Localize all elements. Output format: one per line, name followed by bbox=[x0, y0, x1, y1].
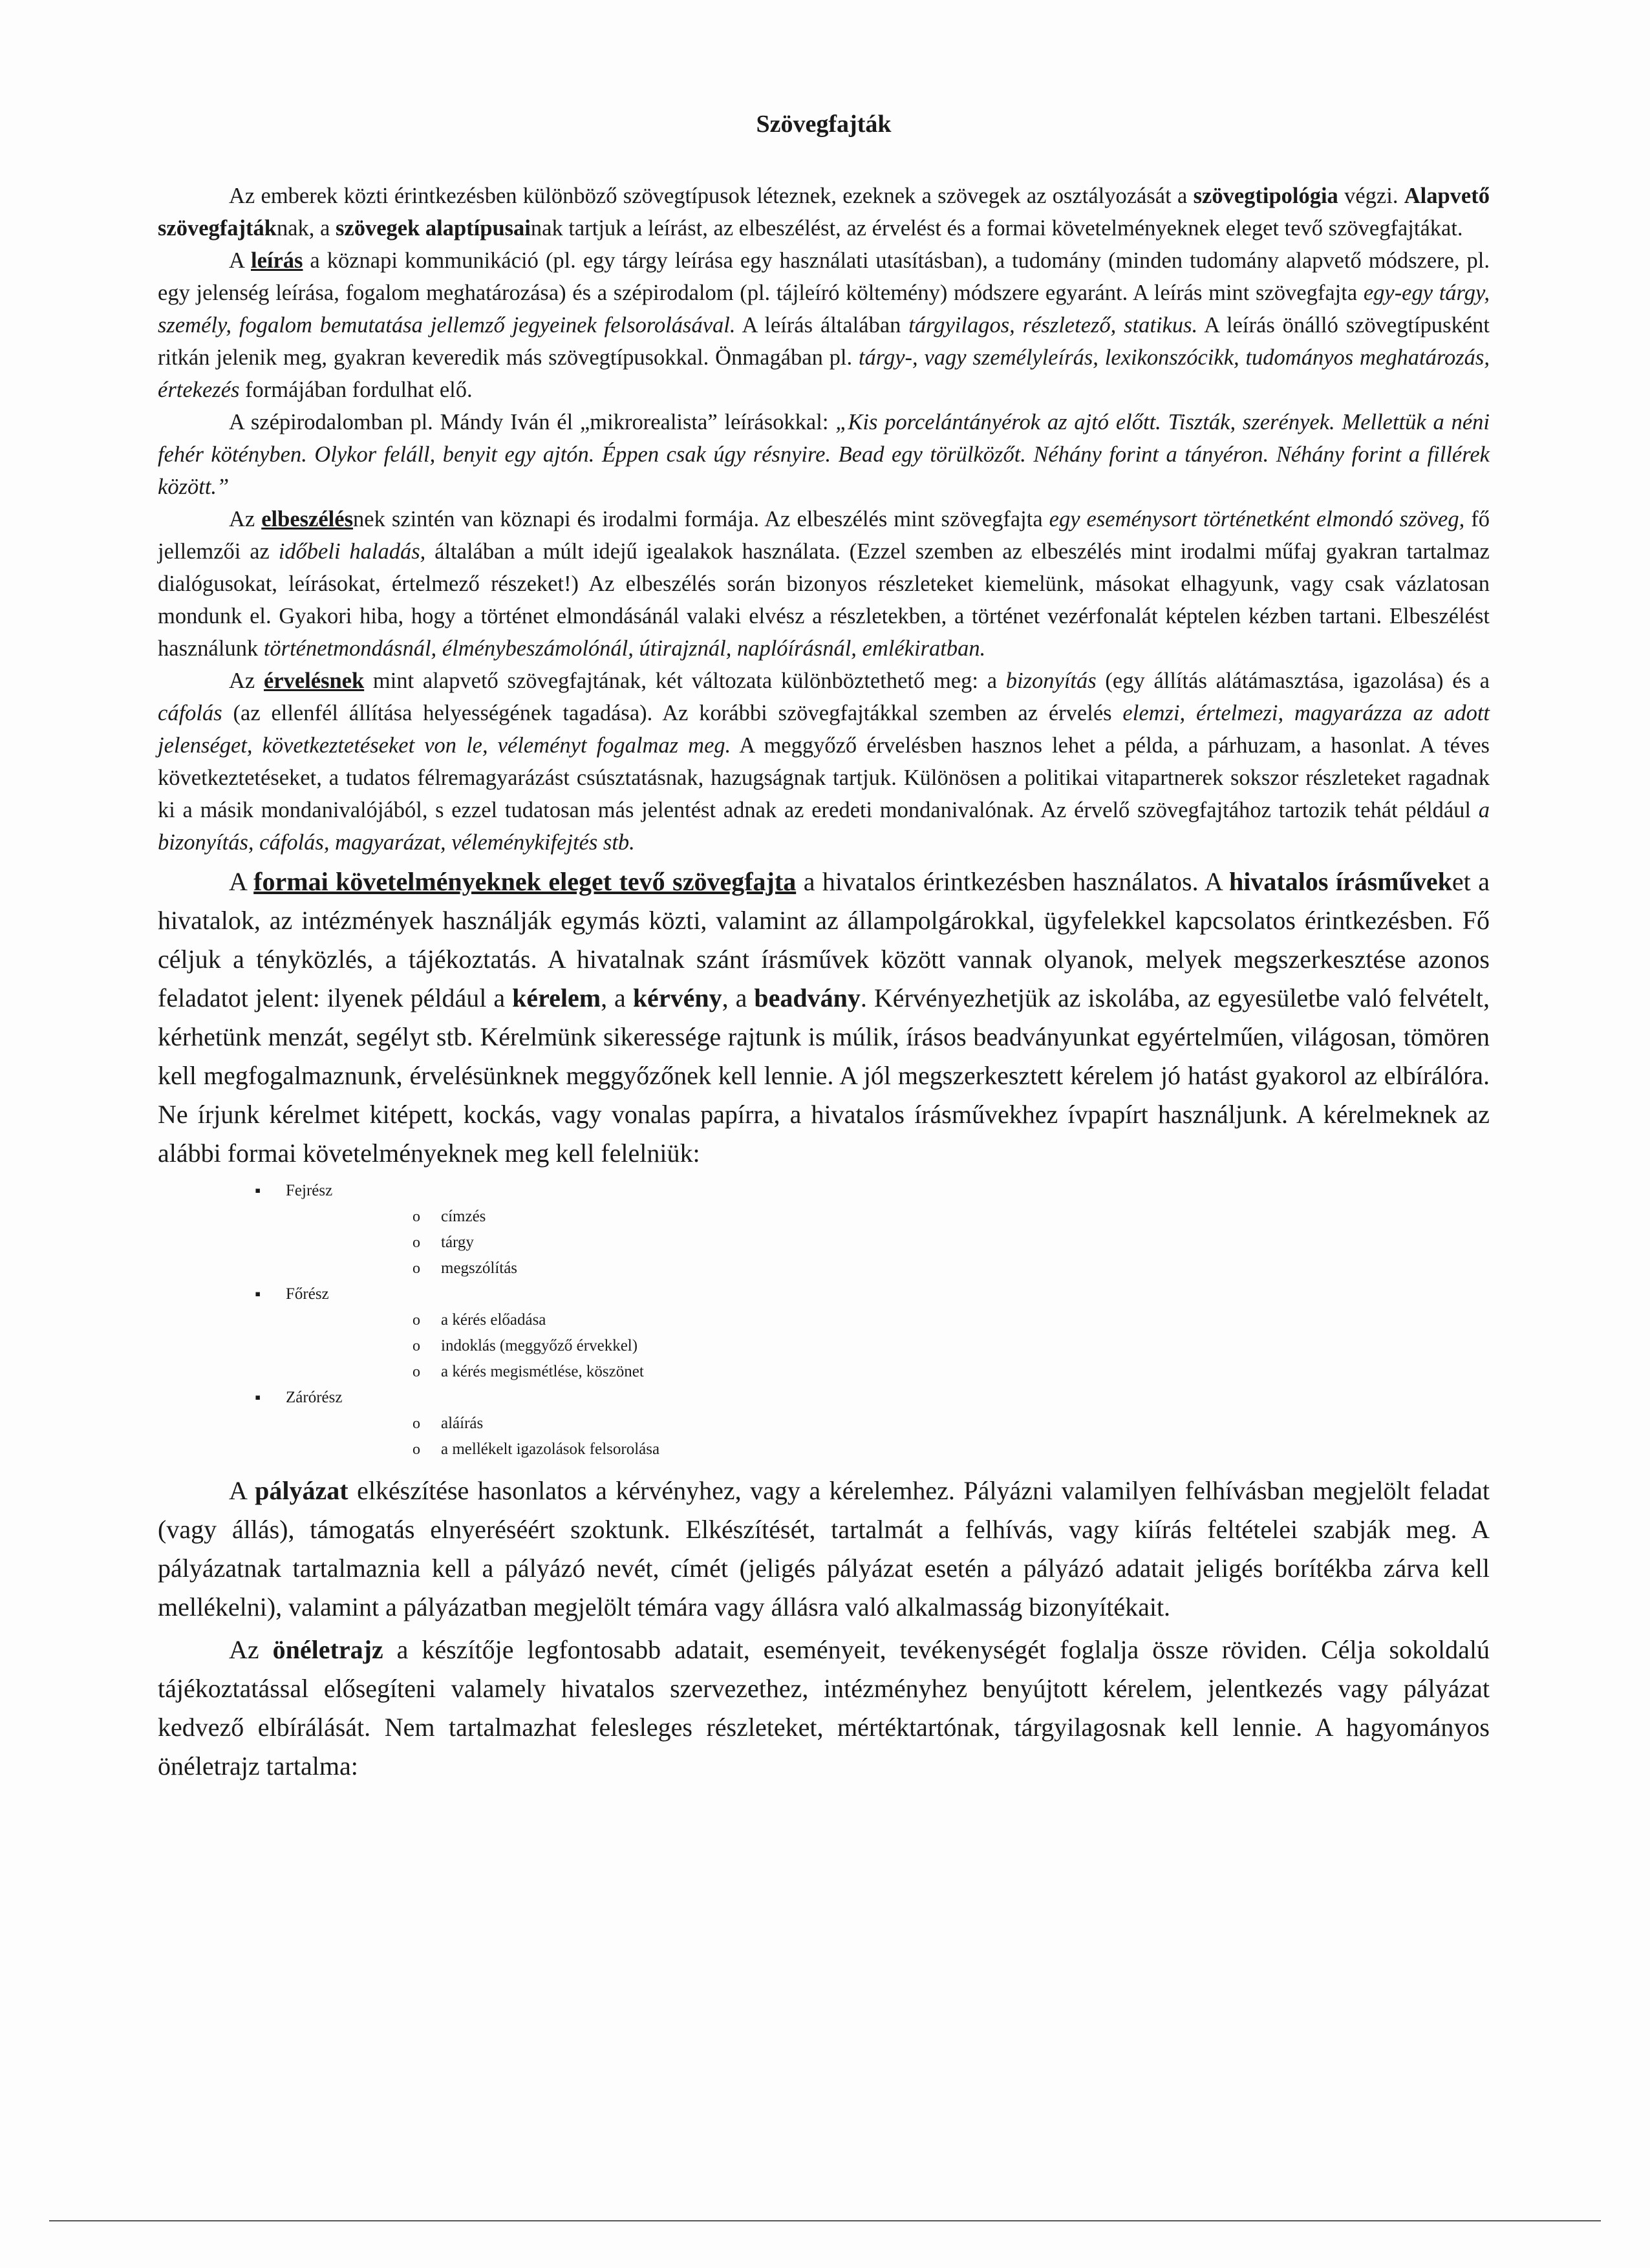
sublist bbox=[286, 1411, 1490, 1462]
document-title: Szövegfajták bbox=[756, 111, 892, 138]
request-structure-list bbox=[158, 1178, 1490, 1462]
list-subitem: o címzés bbox=[286, 1204, 1490, 1230]
list-subitem: o a kérés előadása bbox=[286, 1307, 1490, 1333]
list-subitem: o a mellékelt igazolások felsorolása bbox=[286, 1437, 1490, 1462]
list-section-label: Főrész bbox=[286, 1285, 329, 1303]
intro-paragraph: Az emberek közti érintkezésben különböző szövegtípusok léteznek, ezeknek a szövegek az osztályozását a szövegtipológia végzi. Alapvető szövegfajtáknak, a szövegek alaptípusainak tartjuk a leírást, az elbeszélést, az érvelést és a formai követelményeknek eleget tevő szövegfajtákat. bbox=[158, 184, 1490, 241]
list-subitem: o megszólítás bbox=[286, 1256, 1490, 1281]
document-body bbox=[158, 110, 1490, 1786]
list-item bbox=[158, 1281, 1490, 1385]
list-item bbox=[158, 1178, 1490, 1281]
list-subitem: o indoklás (meggyőző érvekkel) bbox=[286, 1333, 1490, 1359]
list-subitem: o a kérés megismétlése, köszönet bbox=[286, 1359, 1490, 1385]
sublist bbox=[286, 1204, 1490, 1281]
elbeszeles-paragraph: Az elbeszélésnek szintén van köznapi és irodalmi formája. Az elbeszélés mint szövegfajta egy eseménysort történetként elmondó szöveg, fő jellemzői az időbeli haladás, általában a múlt idejű igealakok használata. (Ezzel szemben az elbeszélés mint irodalmi műfaj gyakran tartalmaz dialógusokat, leírásokat, értelmező részeket!) Az elbeszélés során bizonyos részleteket kiemelünk, másokat elhagyunk, vagy csak vázlatosan mondunk el. Gyakori hiba, hogy a történet elmondásánál valaki elvész a részletekben, a történet vezérfonalát képtelen kézben tartani. Elbeszélést használunk történetmondásnál, élménybeszámolónál, útirajznál, naplóírásnál, emlékiratban. bbox=[158, 507, 1490, 661]
list-section-label: Zárórész bbox=[286, 1389, 343, 1406]
leiras-paragraph: A leírás a köznapi kommunikáció (pl. egy tárgy leírása egy használati utasításban), a tudomány (minden tudomány alapvető módszere, pl. egy jelenség leírása, fogalom meghatározása) és a szépirodalom (pl. tájleíró költemény) módszere egyaránt. A leírás mint szövegfajta egy-egy tárgy, személy, fogalom bemutatása jellemző jegyeinek felsorolásával. A leírás általában tárgyilagos, részletező, statikus. A leírás önálló szövegtípusként ritkán jelenik meg, gyakran keveredik más szövegtípusokkal. Önmagában pl. tárgy-, vagy személyleírás, lexikonszócikk, tudományos meghatározás, értekezés formájában fordulhat elő. bbox=[158, 248, 1490, 402]
palyazat-paragraph: A pályázat elkészítése hasonlatos a kérvényhez, vagy a kérelemhez. Pályázni valamilyen felhívásban megjelölt feladat (vagy állás), támogatás elnyeréséért szoktunk. Elkészítését, tartalmát a felhívás, vagy kiírás feltételei szabják meg. A pályázatnak tartalmaznia kell a pályázó nevét, címét (jeligés pályázat esetén a pályázó adatait jeligés borítékba zárva kell mellékelni), valamint a pályázatban megjelölt témára vagy állásra való alkalmasság bizonyítékait. bbox=[158, 1476, 1490, 1621]
erveles-paragraph: Az érvelésnek mint alapvető szövegfajtának, két változata különböztethető meg: a bizonyítás (egy állítás alátámasztása, igazolása) és a cáfolás (az ellenfél állítása helyességének tagadása). Az korábbi szövegfajtákkal szemben az érvelés elemzi, értelmezi, magyarázza az adott jelenséget, következtetéseket von le, véleményt fogalmaz meg. A meggyőző érvelésben hasznos lehet a példa, a párhuzam, a hasonlat. A téves következtetéseket, a tudatos félremagyarázást csúsztatásnak, hazugságnak tartjuk. Különösen a politikai vitapartnerek sokszor részleteket ragadnak ki a másik mondanivalójából, s ezzel tudatosan más jelentést adnak az eredeti mondanivalónak. Az érvelő szövegfajtához tartozik tehát például a bizonyítás, cáfolás, magyarázat, véleménykifejtés stb. bbox=[158, 669, 1490, 855]
sublist bbox=[286, 1307, 1490, 1385]
mandy-quote-paragraph: A szépirodalomban pl. Mándy Iván él „mikrorealista” leírásokkal: „Kis porcelántányérok az ajtó előtt. Tiszták, szerények. Mellettük a néni fehér kötényben. Olykor feláll, benyit egy ajtón. Éppen csak úgy résnyire. Bead egy törülközőt. Néhány forint a tányéron. Néhány forint a fillérek között.” bbox=[158, 410, 1490, 499]
list-subitem: o aláírás bbox=[286, 1411, 1490, 1437]
list-subitem: o tárgy bbox=[286, 1230, 1490, 1256]
oneletrajz-paragraph: Az önéletrajz a készítője legfontosabb adatait, eseményeit, tevékenységét foglalja össze röviden. Célja sokoldalú tájékoztatással elősegíteni valamely hivatalos szervezethez, intézményhez benyújtott kérelem, jelentkezés vagy pályázat kedvező elbírálását. Nem tartalmazhat felesleges részleteket, mértéktartónak, tárgyilagosnak kell lennie. A hagyományos önéletrajz tartalma: bbox=[158, 1635, 1490, 1781]
footer-rule bbox=[49, 2220, 1601, 2221]
formal-text-paragraph: A formai követelményeknek eleget tevő szövegfajta a hivatalos érintkezésben használatos. A hivatalos írásműveket a hivatalok, az intézmények használják egymás közti, valamint az állampolgárokkal, ügyfelekkel kapcsolatos érintkezésben. Fő céljuk a tényközlés, a tájékoztatás. A hivatalnak szánt írásművek között vannak olyanok, melyek megszerkesztése azonos feladatot jelent: ilyenek például a kérelem, a kérvény, a beadvány. Kérvényezhetjük az iskolába, az egyesületbe való felvételt, kérhetünk menzát, segélyt stb. Kérelmünk sikeressége rajtunk is múlik, írásos beadványunkat egyértelműen, világosan, tömören kell megfogalmaznunk, érvelésünknek meggyőzőnek kell lennie. A jól megszerkesztett kérelem jó hatást gyakorol az elbírálóra. Ne írjunk kérelmet kitépett, kockás, vagy vonalas papírra, a hivatalos írásművekhez ívpapírt használjunk. A kérelmeknek az alábbi formai követelményeknek meg kell felelniük: bbox=[158, 867, 1490, 1168]
list-section-label: Fejrész bbox=[286, 1182, 333, 1199]
list-item bbox=[158, 1385, 1490, 1462]
